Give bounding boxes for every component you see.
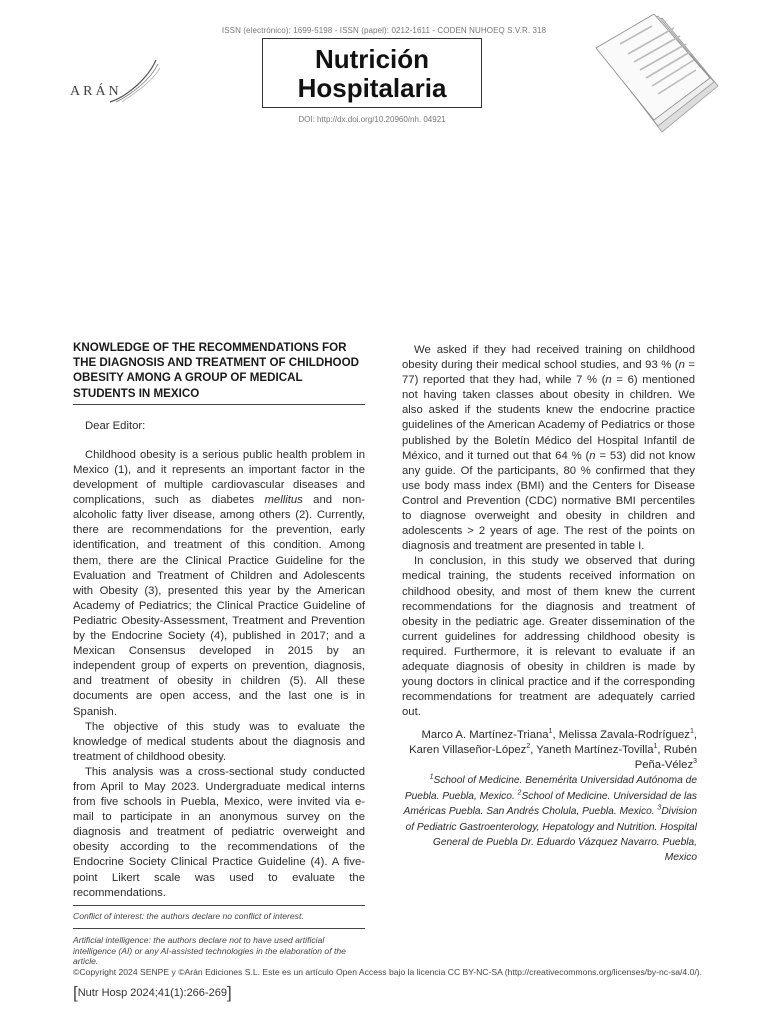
- right-column: [402, 343, 695, 720]
- journal-title-box: [262, 38, 482, 108]
- paragraph-5: In conclusion, in this study we observed that during medical training, the students received information on childhood obesity, and most of them knew the current recommendations for the diagnosis and treatment of obesity in the pediatric age. Greater dissemination of the current guidelines for addressing childhood obesity is required. Furthermore, it is relevant to evaluate if an adequate diagnosis of obesity in children is made by young doctors in clinical practice and if the corresponding recommendations for treatment are adequately carried out.: [402, 555, 695, 719]
- affiliations: $^1$School of Medicine. Benemérita Universidad Autónoma de Puebla. Puebla, Mexico. $^2$School of Medicine. Universidad de las Américas Puebla. San Andrés Cholula, Puebla. Mexico. $^3$Division of Pediatric Gastroenterology, Hepatology and Nutrition. Hospital General de Puebla Dr. Eduardo Vázquez Navarro. Puebla, Mexico: [403, 773, 697, 864]
- logo-text: ARÁN: [70, 84, 122, 99]
- footnote-divider: [73, 905, 365, 906]
- journal-title-line2: Hospitalaria: [297, 73, 447, 103]
- paragraph-2: The objective of this study was to evaluate the knowledge of medical students about the diagnosis and treatment of childhood obesity.: [73, 720, 365, 763]
- salutation: Dear Editor:: [85, 419, 146, 432]
- ai-footnote: Artificial intelligence: the authors declare not to have used artificial intelligence (AI) or any AI-assisted technologies in the elaboration of the article.: [73, 935, 346, 966]
- issn-line: ISSN (electrónico): 1699-5198 - ISSN (papel): 0212-1611 - CODEN NUHOEQ S.V.R. 318: [221, 26, 547, 35]
- article-title: KNOWLEDGE OF THE RECOMMENDATIONS FOR THE DIAGNOSIS AND TREATMENT OF CHILDHOOD OBESITY AMONG A GROUP OF MEDICAL STUDENTS IN MEXICO: [73, 340, 365, 405]
- footnote-divider: [73, 928, 365, 929]
- paragraph-3: This analysis was a cross-sectional study conducted from April to May 2023. Undergraduate medical interns from five schools in Puebla, Mexico, were invited via e-mail to participate in an anonymous survey on the diagnosis and treatment of pediatric overweight and obesity according to the recommendations of the Endocrine Society Clinical Practice Guideline (4). A five-point Likert scale was used to evaluate the recommendations.: [73, 765, 365, 899]
- journal-cover-stack-icon: [590, 14, 722, 134]
- copyright-notice: ©Copyright 2024 SENPE y ©Arán Ediciones S.L. Este es un artículo Open Access bajo la licencia CC BY-NC-SA (http://creativecommons.org/licenses/by-nc-sa/4.0/).: [73, 967, 702, 977]
- author-block: [402, 728, 697, 866]
- citation: [Nutr Hosp 2024;41(1):266-269]: [73, 983, 232, 1002]
- logo-swoosh-icon: [70, 58, 162, 108]
- paragraph-1: Childhood obesity is a serious public health problem in Mexico (1), and it represents an important factor in the development of multiple cardiovascular diseases and complications, such as diabetes mellitus and non-alcoholic fatty liver disease, among others (2). Currently, there are recommendations for the prevention, early identification, and treatment of this condition. Among them, there are the Clinical Practice Guideline for the Evaluation and Treatment of Children and Adolescents with Obesity (3), presented this year by the American Academy of Pediatrics; the Clinical Practice Guideline of Pediatric Obesity-Assessment, Treatment and Prevention by the Endocrine Society (4), published in 2017; and a Mexican Consensus developed in 2015 by an independent group of experts on prevention, diagnosis, and treatment of obesity in children (5). All these documents are open access, and the last one is in Spanish.: [73, 448, 365, 718]
- aran-logo: [70, 58, 162, 108]
- journal-title-line1: Nutrición: [314, 44, 430, 74]
- author-list: Marco A. Martínez-Triana$^1$, Melissa Zavala-Rodríguez$^1$, Karen Villaseñor-López$^2$, Yaneth Martínez-Tovilla$^1$, Rubén Peña-Vélez$^3$: [409, 728, 697, 772]
- conflict-footnote: Conflict of interest: the authors declare no conflict of interest.: [73, 911, 304, 921]
- doi-line: DOI: http://dx.doi.org/10.20960/nh. 04921: [298, 115, 446, 124]
- paragraph-4: We asked if they had received training on childhood obesity during their medical school studies, and 93 % (n = 77) reported that they had, while 7 % (n = 6) mentioned not having taken classes about obesity in children. We also asked if the students knew the endocrine practice guidelines of the American Academy of Pediatrics or those published by the Boletín Médico del Hospital Infantil de México, and it turned out that 64 % (n = 53) did not know any guide. Of the participants, 80 % confirmed that they use body mass index (BMI) and the Centers for Disease Control and Prevention (CDC) normative BMI percentiles to diagnose overweight and obesity in children and adolescents > 2 years of age. The rest of the points on diagnosis and treatment are presented in table I.: [402, 344, 695, 553]
- left-column: [73, 340, 365, 901]
